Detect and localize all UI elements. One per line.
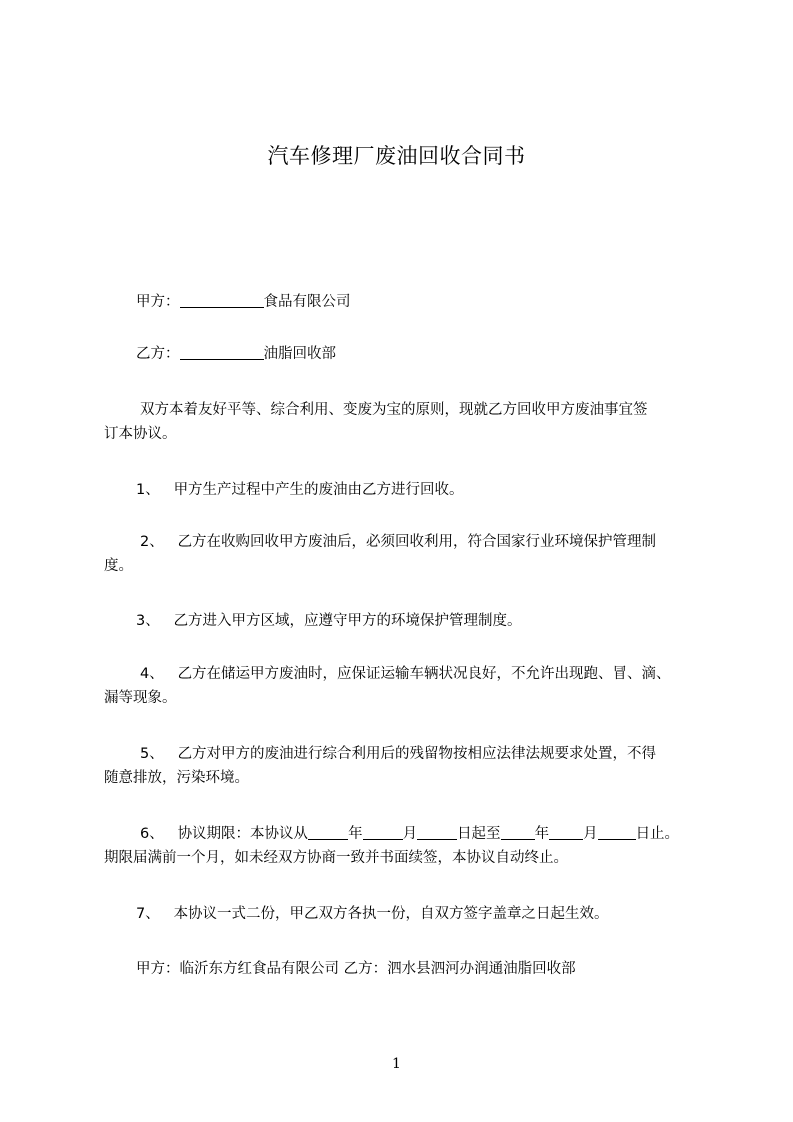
start-day-blank — [417, 824, 457, 840]
clause-number: 5、 — [140, 746, 164, 762]
intro-line-2: 订本协议。 — [104, 426, 177, 442]
day-label: 日止。 — [635, 826, 680, 842]
end-month-blank — [549, 824, 583, 840]
party-a-label: 甲方： — [136, 294, 180, 310]
party-a-suffix: 食品有限公司 — [263, 294, 351, 310]
end-day-blank — [598, 824, 636, 840]
start-month-blank — [363, 824, 403, 840]
party-a-blank — [180, 292, 264, 308]
party-b-line — [136, 342, 336, 366]
end-year-blank — [501, 824, 535, 840]
clause-text-continued: 度。 — [104, 558, 133, 574]
clause-number: 2、 — [140, 534, 164, 550]
year-label: 年 — [534, 826, 550, 842]
party-b-suffix: 油脂回收部 — [263, 346, 336, 362]
month-label: 月 — [583, 826, 598, 842]
clause-text: 甲方生产过程中产生的废油由乙方进行回收。 — [173, 482, 464, 498]
party-b-blank — [180, 344, 264, 360]
clause-text: 乙方在储运甲方废油时，应保证运输车辆状况良好，不允许出现跑、冒、滴、 — [177, 666, 671, 682]
clause-number: 6、 — [140, 826, 164, 842]
clause-1 — [136, 478, 464, 502]
clause-number: 1、 — [136, 482, 160, 498]
document-title: 汽车修理厂废油回收合同书 — [267, 144, 526, 168]
clause-text: 乙方进入甲方区域，应遵守甲方的环境保护管理制度。 — [173, 613, 522, 629]
start-year-blank — [308, 824, 348, 840]
clause-number: 7、 — [136, 906, 160, 922]
party-a-line — [136, 290, 351, 314]
year-label: 年 — [348, 826, 363, 842]
clause-number: 3、 — [136, 613, 160, 629]
clause-text-continued: 漏等现象。 — [104, 690, 177, 706]
day-label: 日起至 — [457, 826, 501, 842]
clause-text: 乙方对甲方的废油进行综合利用后的残留物按相应法律法规要求处置，不得 — [177, 746, 657, 762]
clause-5 — [104, 742, 714, 790]
clause-text: 本协议一式二份，甲乙双方各执一份，自双方签字盖章之日起生效。 — [173, 906, 609, 922]
month-label: 月 — [402, 826, 418, 842]
clause-2 — [104, 530, 714, 578]
clause-6 — [104, 822, 714, 870]
clause-text-continued: 随意排放，污染环境。 — [104, 770, 249, 786]
clause-4 — [104, 662, 714, 710]
clause-text: 乙方在收购回收甲方废油后，必须回收利用，符合国家行业环境保护管理制 — [177, 534, 657, 550]
clause-text: 协议期限：本协议从 — [177, 826, 309, 842]
intro-paragraph — [104, 398, 714, 446]
clause-number: 4、 — [140, 666, 164, 682]
clause-text-continued: 期限届满前一个月，如未经双方协商一致并书面续签，本协议自动终止。 — [104, 850, 568, 866]
signature-line: 甲方：临沂东方红食品有限公司 乙方：泗水县泗河办润通油脂回收部 — [136, 961, 576, 977]
party-b-label: 乙方： — [136, 346, 180, 362]
clause-7 — [136, 902, 609, 926]
clause-3 — [136, 609, 522, 633]
intro-line-1: 双方本着友好平等、综合利用、变废为宝的原则，现就乙方回收甲方废油事宜签 — [140, 402, 648, 418]
page-number: 1 — [392, 1056, 401, 1072]
